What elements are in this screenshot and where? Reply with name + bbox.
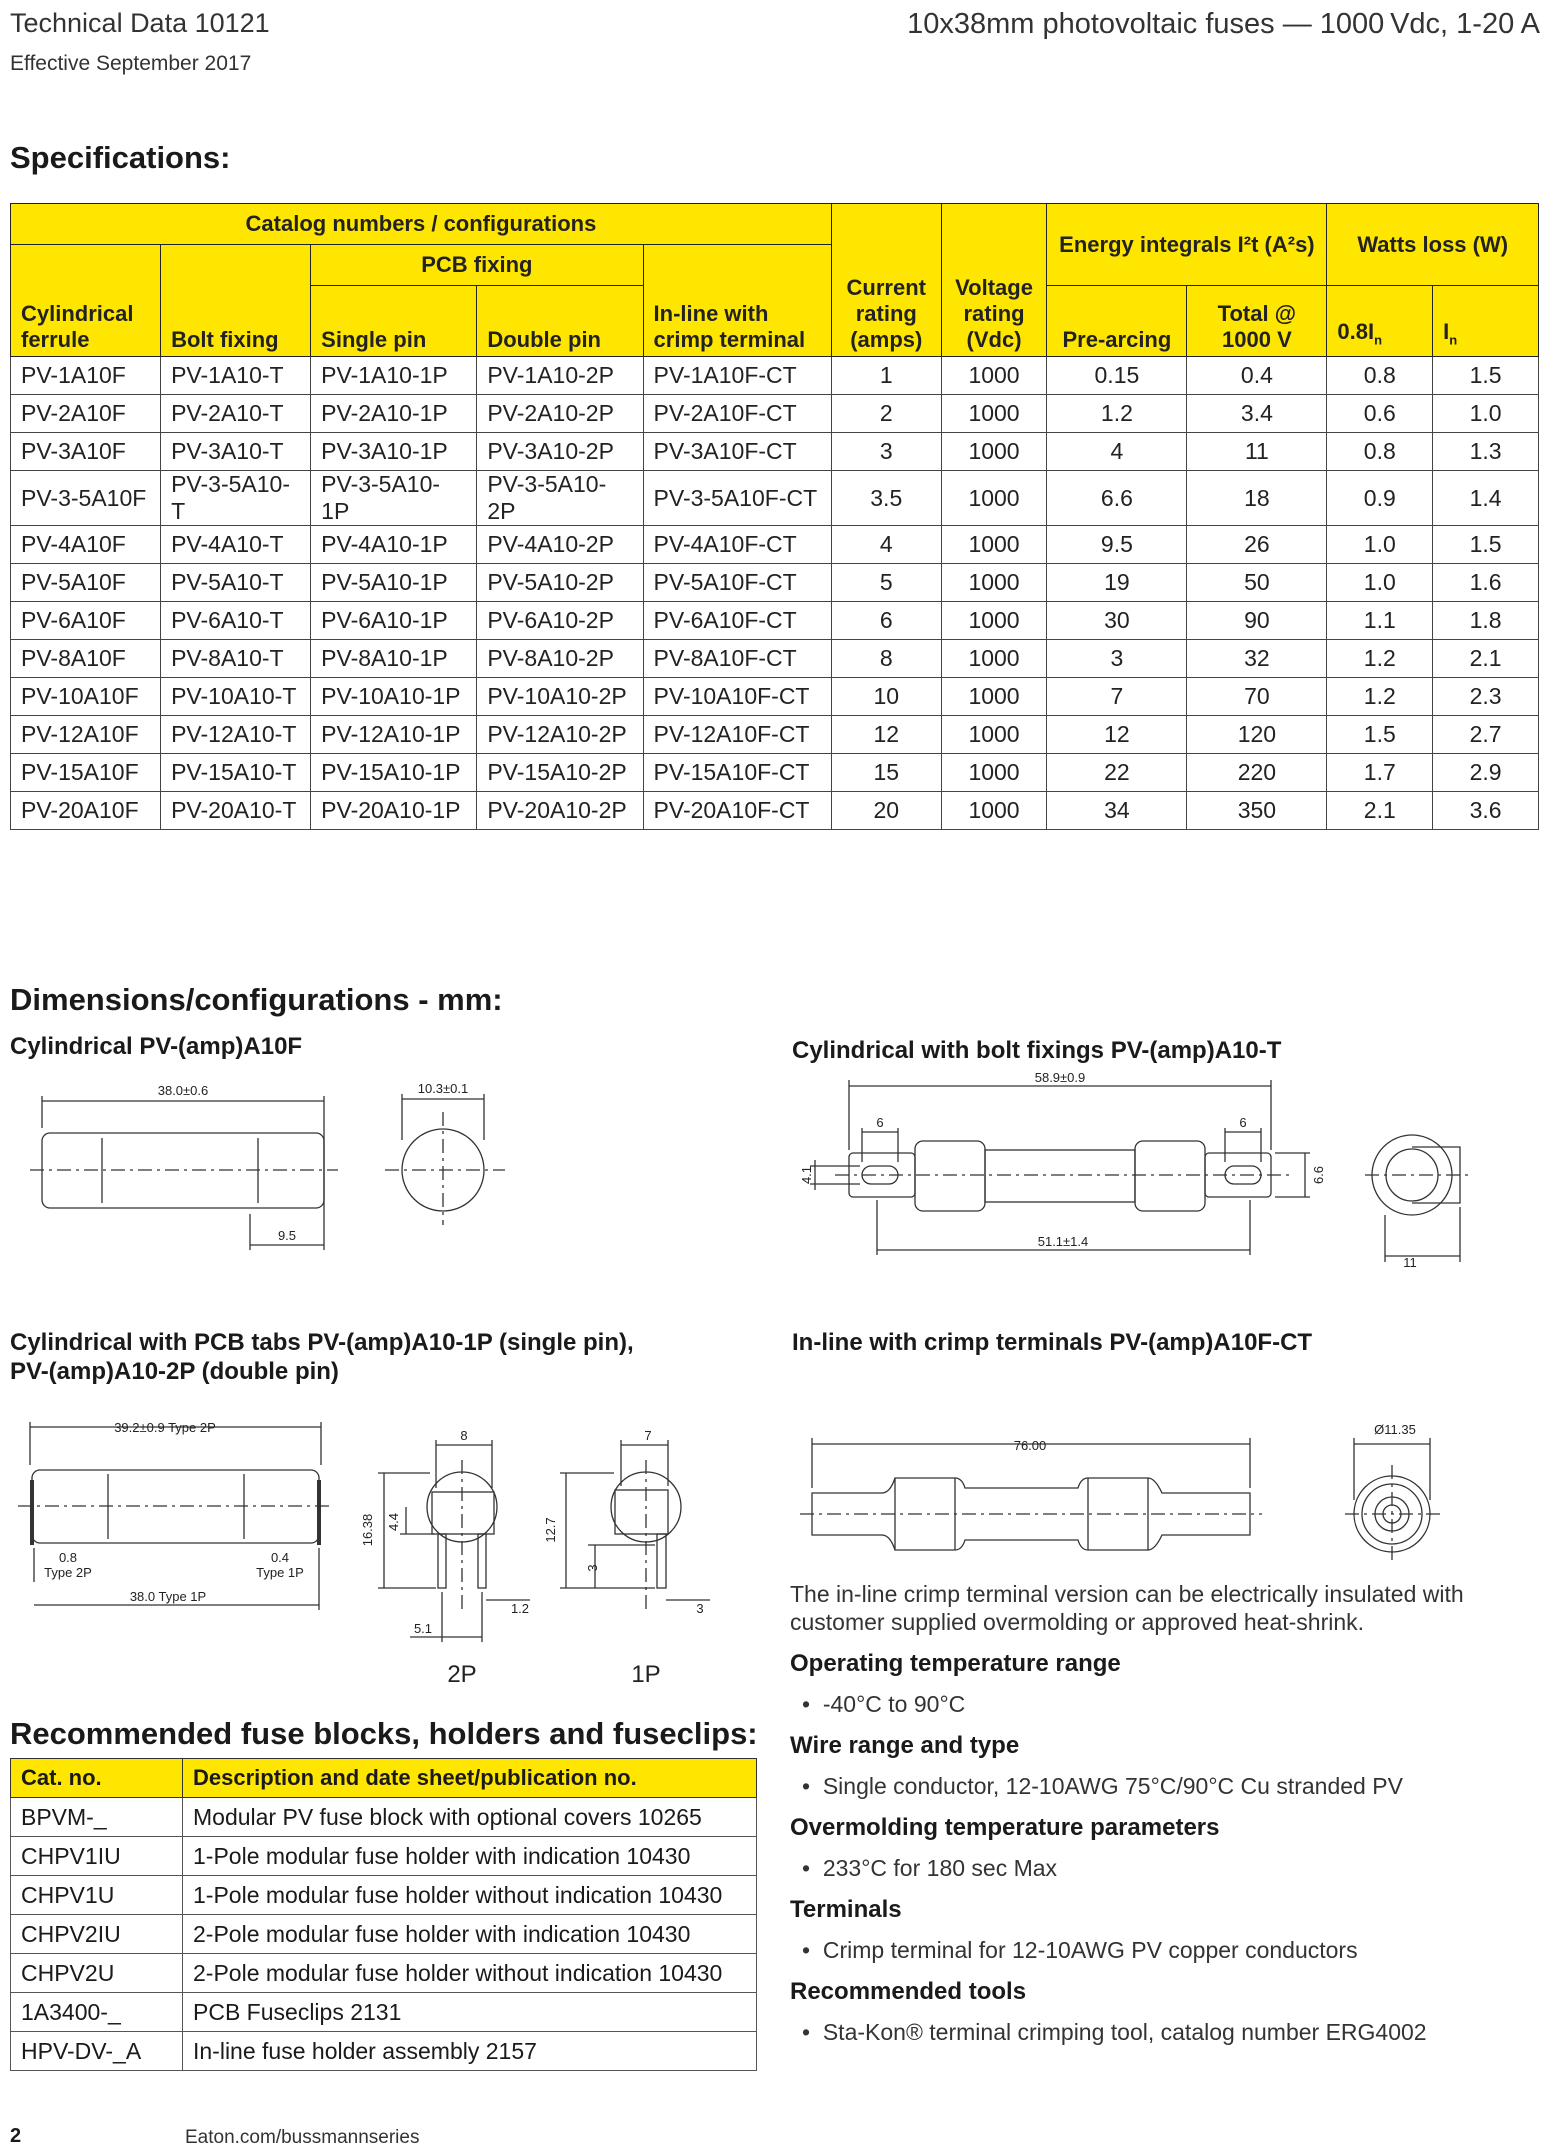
spec-cell: 0.8: [1327, 357, 1433, 395]
op-temp-title: Operating temperature range: [790, 1650, 1121, 1677]
pcb-2p-44: 4.4: [386, 1512, 401, 1532]
spec-cell: 5: [831, 564, 941, 602]
col-description: Description and date sheet/publication no.: [183, 1759, 757, 1798]
spec-cell: PV-2A10-2P: [477, 395, 643, 433]
pcb-total-label: 39.2±0.9 Type 2P: [114, 1420, 216, 1435]
spec-cell: 1: [831, 357, 941, 395]
recommended-table: [10, 1758, 757, 2071]
spec-cell: 1000: [941, 602, 1047, 640]
spec-cell: PV-5A10-T: [161, 564, 311, 602]
doc-title: Technical Data 10121: [10, 8, 270, 38]
description-cell: Modular PV fuse block with optional covers 10265: [183, 1798, 757, 1837]
spec-cell: PV-20A10-T: [161, 792, 311, 830]
pcb-2p-51: 5.1: [413, 1621, 433, 1636]
product-title: 10x38mm photovoltaic fuses — 1000 Vdc, 1-20 A: [907, 8, 1540, 40]
spec-cell: 1000: [941, 678, 1047, 716]
spec-cell: 11: [1187, 433, 1327, 471]
spec-cell: 0.4: [1187, 357, 1327, 395]
spec-cell: PV-5A10F-CT: [643, 564, 831, 602]
spec-cell: PV-1A10-T: [161, 357, 311, 395]
description-cell: In-line fuse holder assembly 2157: [183, 2032, 757, 2071]
spec-cell: PV-10A10-1P: [311, 678, 477, 716]
spec-cell: 1.2: [1327, 678, 1433, 716]
spec-cell: PV-2A10-1P: [311, 395, 477, 433]
cyl-title: Cylindrical PV-(amp)A10F: [10, 1033, 303, 1060]
group-watts: Watts loss (W): [1327, 204, 1539, 286]
spec-cell: PV-5A10F: [11, 564, 161, 602]
specs-heading: Specifications:: [10, 140, 231, 175]
spec-cell: PV-8A10F-CT: [643, 640, 831, 678]
spec-cell: PV-3A10-1P: [311, 433, 477, 471]
spec-cell: PV-3A10-2P: [477, 433, 643, 471]
spec-cell: PV-2A10-T: [161, 395, 311, 433]
cyl-cap-label: 9.5: [277, 1228, 297, 1243]
spec-cell: 350: [1187, 792, 1327, 830]
cyl-dia-label: 10.3±0.1: [417, 1081, 469, 1096]
spec-cell: 2.3: [1433, 678, 1539, 716]
spec-cell: 3.5: [831, 471, 941, 526]
spec-cell: PV-4A10-1P: [311, 526, 477, 564]
pcb-08-type: Type 2P: [44, 1565, 92, 1580]
pcb-1p-3b: 3: [696, 1601, 704, 1616]
group-catalog: Catalog numbers / configurations: [11, 204, 832, 245]
spec-cell: PV-15A10-1P: [311, 754, 477, 792]
spec-cell: PV-10A10F-CT: [643, 678, 831, 716]
inline-dia-label: Ø11.35: [1374, 1422, 1416, 1437]
bolt-slot-label: 4.1: [799, 1165, 814, 1185]
spec-cell: 1.5: [1433, 526, 1539, 564]
spec-cell: 1.6: [1433, 564, 1539, 602]
spec-cell: PV-6A10-1P: [311, 602, 477, 640]
recommended-row: [11, 2032, 757, 2071]
pcb-04-label: 0.4: [270, 1550, 290, 1565]
spec-cell: 1.0: [1327, 564, 1433, 602]
spec-cell: PV-3A10-T: [161, 433, 311, 471]
spec-cell: PV-20A10F-CT: [643, 792, 831, 830]
drawing-bolt: [799, 1070, 1470, 1270]
group-pcb: PCB fixing: [311, 245, 643, 286]
col-total: Total @ 1000 V: [1187, 286, 1327, 357]
spec-cell: 19: [1047, 564, 1187, 602]
label-1p: 1P: [631, 1661, 661, 1688]
description-cell: PCB Fuseclips 2131: [183, 1993, 757, 2032]
cat-no-cell: CHPV1IU: [11, 1837, 183, 1876]
spec-cell: 22: [1047, 754, 1187, 792]
spec-cell: 2.1: [1433, 640, 1539, 678]
cat-no-cell: CHPV2U: [11, 1954, 183, 1993]
spec-cell: PV-2A10F: [11, 395, 161, 433]
wire-title: Wire range and type: [790, 1732, 1020, 1759]
spec-cell: 1000: [941, 792, 1047, 830]
spec-cell: 2.9: [1433, 754, 1539, 792]
spec-cell: 32: [1187, 640, 1327, 678]
wire-item: • Single conductor, 12-10AWG 75°C/90°C Cu stranded PV: [802, 1773, 1403, 1799]
spec-cell: 7: [1047, 678, 1187, 716]
spec-cell: 18: [1187, 471, 1327, 526]
spec-cell: 1.8: [1433, 602, 1539, 640]
col-double-pin: Double pin: [477, 286, 643, 357]
spec-cell: PV-10A10-T: [161, 678, 311, 716]
bolt-title: Cylindrical with bolt fixings PV-(amp)A10-T: [792, 1037, 1282, 1064]
pcb-len1p-label: 38.0 Type 1P: [129, 1589, 207, 1604]
group-energy: Energy integrals I²t (A²s): [1047, 204, 1327, 286]
spec-cell: 3.6: [1433, 792, 1539, 830]
col-cylindrical: Cylindrical ferrule: [11, 245, 161, 357]
spec-cell: 220: [1187, 754, 1327, 792]
spec-cell: 10: [831, 678, 941, 716]
spec-cell: PV-10A10F: [11, 678, 161, 716]
spec-cell: PV-20A10-1P: [311, 792, 477, 830]
col-watts-08in: $0.8I_n$: [1327, 286, 1433, 357]
cat-no-cell: 1A3400-_: [11, 1993, 183, 2032]
spec-cell: 1000: [941, 640, 1047, 678]
description-cell: 2-Pole modular fuse holder with indication 10430: [183, 1915, 757, 1954]
spec-cell: 1000: [941, 754, 1047, 792]
pcb-2p-width: 8: [460, 1428, 468, 1443]
pcb-2p-12: 1.2: [510, 1601, 530, 1616]
terminals-title: Terminals: [790, 1896, 902, 1923]
spec-cell: PV-8A10-T: [161, 640, 311, 678]
spec-cell: PV-15A10F-CT: [643, 754, 831, 792]
spec-cell: 0.6: [1327, 395, 1433, 433]
spec-cell: PV-12A10F: [11, 716, 161, 754]
spec-cell: 70: [1187, 678, 1327, 716]
spec-cell: 1.0: [1327, 526, 1433, 564]
spec-cell: PV-20A10F: [11, 792, 161, 830]
spec-cell: 0.9: [1327, 471, 1433, 526]
description-cell: 1-Pole modular fuse holder with indication 10430: [183, 1837, 757, 1876]
drawing-cylindrical: [30, 1081, 505, 1250]
spec-cell: 12: [831, 716, 941, 754]
spec-cell: PV-1A10-1P: [311, 357, 477, 395]
spec-cell: 1.3: [1433, 433, 1539, 471]
spec-cell: 6: [831, 602, 941, 640]
spec-cell: PV-5A10-2P: [477, 564, 643, 602]
bolt-inner-label: 51.1±1.4: [1037, 1234, 1089, 1249]
drawing-pcb: [18, 1420, 710, 1688]
spec-cell: PV-3-5A10-T: [161, 471, 311, 526]
spec-cell: 34: [1047, 792, 1187, 830]
footer-url[interactable]: Eaton.com/bussmannseries: [185, 2127, 420, 2148]
spec-cell: 6.6: [1047, 471, 1187, 526]
pcb-2p-height: 16.38: [360, 1513, 375, 1547]
spec-cell: 1000: [941, 716, 1047, 754]
spec-cell: PV-3-5A10-1P: [311, 471, 477, 526]
spec-cell: 1.2: [1327, 640, 1433, 678]
col-watts-in: $I_n$: [1433, 286, 1539, 357]
op-temp-item: • -40°C to 90°C: [802, 1691, 966, 1717]
spec-cell: 3.4: [1187, 395, 1327, 433]
pcb-04-type: Type 1P: [256, 1565, 304, 1580]
spec-cell: PV-4A10-T: [161, 526, 311, 564]
spec-cell: 120: [1187, 716, 1327, 754]
spec-cell: 8: [831, 640, 941, 678]
spec-cell: 30: [1047, 602, 1187, 640]
spec-cell: PV-8A10-1P: [311, 640, 477, 678]
spec-cell: 2.1: [1327, 792, 1433, 830]
spec-cell: PV-12A10-2P: [477, 716, 643, 754]
spec-cell: 3: [1047, 640, 1187, 678]
spec-cell: 0.8: [1327, 433, 1433, 471]
spec-cell: 2.7: [1433, 716, 1539, 754]
dimensions-heading: Dimensions/configurations - mm:: [10, 982, 503, 1017]
spec-cell: PV-1A10F-CT: [643, 357, 831, 395]
col-single-pin: Single pin: [311, 286, 477, 357]
recommended-row: [11, 1954, 757, 1993]
spec-cell: PV-12A10-1P: [311, 716, 477, 754]
spec-cell: 1000: [941, 395, 1047, 433]
recommended-row: [11, 1798, 757, 1837]
pcb-08-label: 0.8: [58, 1550, 78, 1565]
col-current: Current rating (amps): [831, 204, 941, 357]
spec-cell: PV-3-5A10F: [11, 471, 161, 526]
spec-cell: PV-3-5A10F-CT: [643, 471, 831, 526]
spec-cell: 12: [1047, 716, 1187, 754]
spec-cell: 1.0: [1433, 395, 1539, 433]
spec-cell: 1.7: [1327, 754, 1433, 792]
spec-cell: 90: [1187, 602, 1327, 640]
spec-cell: 1000: [941, 357, 1047, 395]
spec-cell: 50: [1187, 564, 1327, 602]
pcb-1p-height: 12.7: [543, 1517, 558, 1543]
spec-cell: PV-3A10F: [11, 433, 161, 471]
bolt-tab-left-label: 6: [876, 1115, 884, 1130]
recommended-row: [11, 1915, 757, 1954]
overmold-item: • 233°C for 180 sec Max: [802, 1855, 1058, 1881]
col-bolt: Bolt fixing: [161, 245, 311, 357]
pcb-1p-width: 7: [644, 1428, 652, 1443]
effective-date: Effective September 2017: [10, 52, 252, 75]
spec-cell: 1.2: [1047, 395, 1187, 433]
spec-cell: PV-8A10F: [11, 640, 161, 678]
spec-cell: 1000: [941, 526, 1047, 564]
tools-title: Recommended tools: [790, 1978, 1027, 2005]
page-number: 2: [10, 2125, 22, 2147]
bolt-side-label: 11: [1403, 1255, 1417, 1270]
spec-cell: PV-2A10F-CT: [643, 395, 831, 433]
spec-cell: PV-5A10-1P: [311, 564, 477, 602]
spec-cell: 4: [1047, 433, 1187, 471]
label-2p: 2P: [447, 1661, 477, 1688]
spec-cell: PV-8A10-2P: [477, 640, 643, 678]
recommended-row: [11, 1993, 757, 2032]
col-prearcing: Pre-arcing: [1047, 286, 1187, 357]
spec-cell: PV-12A10-T: [161, 716, 311, 754]
inline-intro: The in-line crimp terminal version can be electrically insulated with customer supplied overmolding or approved heat-shrink.: [790, 1581, 1464, 1635]
spec-cell: PV-6A10F: [11, 602, 161, 640]
spec-cell: 1.4: [1433, 471, 1539, 526]
spec-cell: PV-6A10F-CT: [643, 602, 831, 640]
spec-cell: 1.1: [1327, 602, 1433, 640]
pcb-1p-3a: 3: [585, 1564, 600, 1572]
cat-no-cell: BPVM-_: [11, 1798, 183, 1837]
overmold-title: Overmolding temperature parameters: [790, 1814, 1220, 1841]
notes-section: [790, 1580, 1530, 2050]
spec-cell: PV-1A10-2P: [477, 357, 643, 395]
spec-cell: 1.5: [1327, 716, 1433, 754]
cat-no-cell: CHPV1U: [11, 1876, 183, 1915]
spec-cell: PV-12A10F-CT: [643, 716, 831, 754]
spec-cell: PV-10A10-2P: [477, 678, 643, 716]
cat-no-cell: CHPV2IU: [11, 1915, 183, 1954]
terminals-item: • Crimp terminal for 12-10AWG PV copper conductors: [802, 1937, 1358, 1963]
spec-cell: 0.15: [1047, 357, 1187, 395]
bolt-height-label: 6.6: [1311, 1165, 1326, 1185]
spec-cell: PV-6A10-T: [161, 602, 311, 640]
spec-cell: PV-4A10F-CT: [643, 526, 831, 564]
spec-cell: PV-15A10-2P: [477, 754, 643, 792]
spec-cell: 20: [831, 792, 941, 830]
spec-cell: PV-6A10-2P: [477, 602, 643, 640]
col-inline: In-line with crimp terminal: [643, 245, 831, 357]
bolt-total-label: 58.9±0.9: [1034, 1070, 1086, 1085]
spec-cell: 2: [831, 395, 941, 433]
col-voltage: Voltage rating (Vdc): [941, 204, 1047, 357]
inline-len-label: 76.00: [1013, 1438, 1047, 1453]
spec-cell: PV-1A10F: [11, 357, 161, 395]
spec-cell: PV-15A10F: [11, 754, 161, 792]
recommended-heading: Recommended fuse blocks, holders and fuseclips:: [10, 1716, 758, 1751]
col-cat-no: Cat. no.: [11, 1759, 183, 1798]
pcb-title-1: Cylindrical with PCB tabs PV-(amp)A10-1P (single pin),: [10, 1329, 634, 1356]
spec-cell: 1.5: [1433, 357, 1539, 395]
spec-cell: PV-4A10-2P: [477, 526, 643, 564]
pcb-title-2: PV-(amp)A10-2P (double pin): [10, 1358, 339, 1385]
cat-no-cell: HPV-DV-_A: [11, 2032, 183, 2071]
spec-cell: 9.5: [1047, 526, 1187, 564]
spec-cell: 3: [831, 433, 941, 471]
recommended-row: [11, 1876, 757, 1915]
spec-cell: PV-15A10-T: [161, 754, 311, 792]
bolt-tab-right-label: 6: [1239, 1115, 1247, 1130]
spec-cell: 1000: [941, 433, 1047, 471]
description-cell: 2-Pole modular fuse holder without indication 10430: [183, 1954, 757, 1993]
spec-cell: 1000: [941, 471, 1047, 526]
tools-item: • Sta-Kon® terminal crimping tool, catalog number ERG4002: [802, 2019, 1427, 2045]
cyl-len-label: 38.0±0.6: [157, 1083, 209, 1098]
spec-cell: PV-20A10-2P: [477, 792, 643, 830]
spec-cell: PV-3A10F-CT: [643, 433, 831, 471]
drawing-inline: [800, 1422, 1440, 1565]
spec-cell: 26: [1187, 526, 1327, 564]
spec-cell: 1000: [941, 564, 1047, 602]
inline-title: In-line with crimp terminals PV-(amp)A10F-CT: [792, 1329, 1313, 1356]
recommended-row: [11, 1837, 757, 1876]
spec-cell: PV-4A10F: [11, 526, 161, 564]
spec-cell: PV-3-5A10-2P: [477, 471, 643, 526]
spec-cell: 15: [831, 754, 941, 792]
spec-cell: 4: [831, 526, 941, 564]
description-cell: 1-Pole modular fuse holder without indication 10430: [183, 1876, 757, 1915]
